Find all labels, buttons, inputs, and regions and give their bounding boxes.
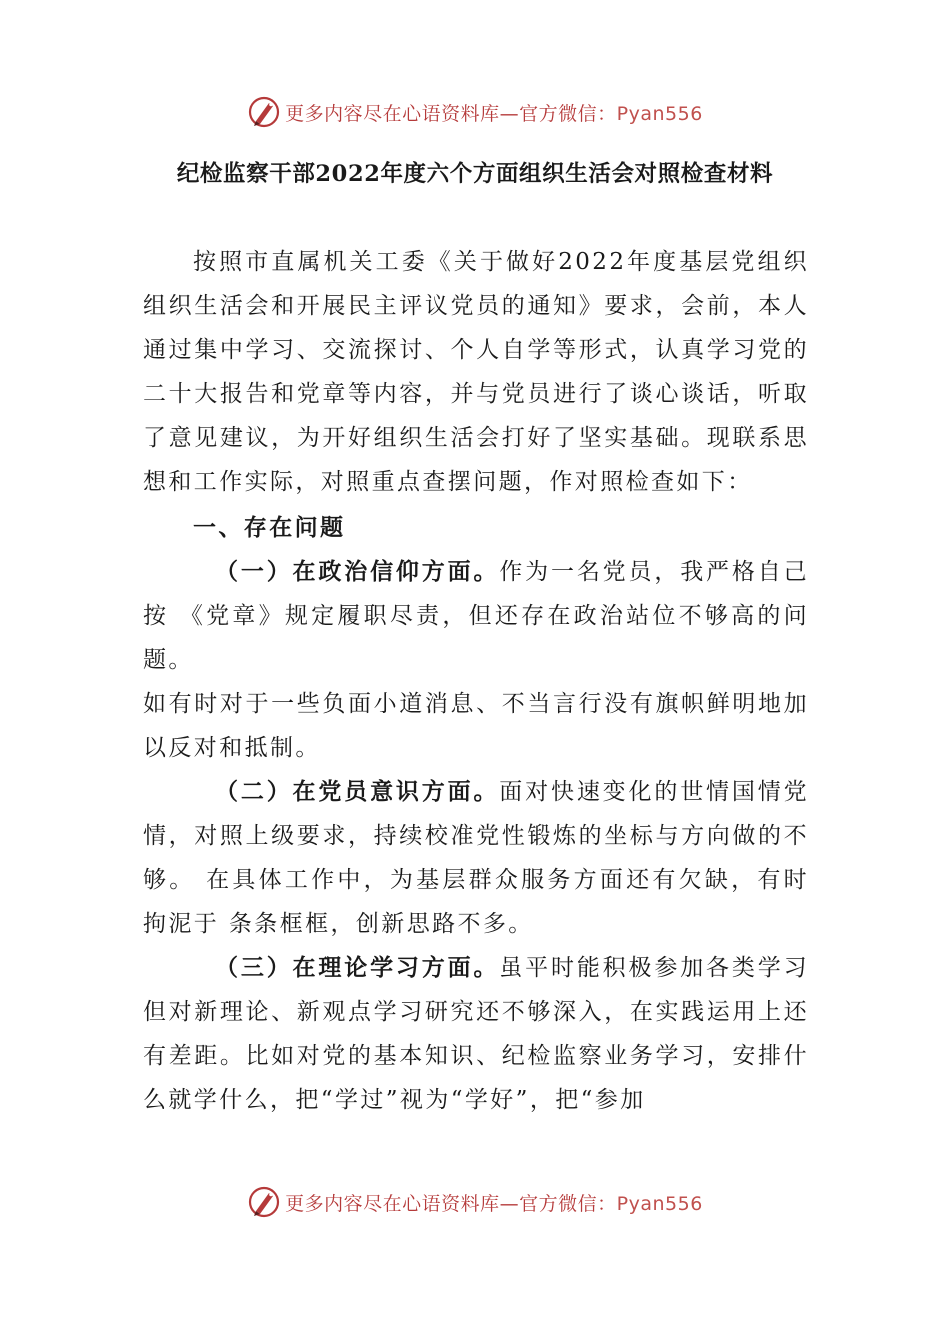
item3-lead: （三）在理论学习方面。 [215, 954, 500, 981]
item2-text: 面对快速变化的世情国情党情，对照上级要求，持续校准党性锻炼的坐标与方向做的不够。 在具体工作中，为基层群众服务方面还有欠缺，有时拘泥于 条条框框，创新思路不多。 [143, 779, 809, 937]
document-body [143, 240, 809, 1122]
section-heading: 一、存在问题 [193, 514, 346, 541]
item2-paragraph [143, 770, 809, 946]
page-title: 纪检监察干部2022年度六个方面组织生活会对照检查材料 [176, 161, 774, 187]
pen-logo-icon [247, 1185, 281, 1219]
item1-text: 作为一名党员，我严格自己按 《党章》规定履职尽责，但还存在政治站位不够高的问题。 [143, 559, 809, 673]
pen-logo-icon [247, 95, 281, 129]
watermark-id: Pyan556 [616, 102, 703, 125]
item3-text: 虽平时能积极参加各类学习 但对新理论、新观点学习研究还不够深入，在实践运用上还 有差距。比如对党的基本知识、纪检监察业务学习，安排什 么就学什么，把“学过”视为“学好”，把“参加 [143, 955, 809, 1113]
watermark-footer [0, 1182, 950, 1222]
watermark-text: 更多内容尽在心语资料库—官方微信：Pyan556 [285, 1192, 703, 1215]
item1-paragraph [143, 550, 809, 682]
watermark-header [0, 92, 950, 132]
item1-continuation: 如有时对于一些负面小道消息、不当言行没有旗帜鲜明地加以反对和抵制。 [143, 691, 809, 761]
item2-lead: （二）在党员意识方面。 [215, 778, 500, 805]
item1-lead: （一）在政治信仰方面。 [215, 558, 500, 585]
watermark-text: 更多内容尽在心语资料库—官方微信：Pyan556 [285, 102, 703, 125]
item3-paragraph [143, 946, 809, 1122]
intro-paragraph: 按照市直属机关工委《关于做好2022年度基层党组织组织生活会和开展民主评议党员的通知》要求，会前，本人通过集中学习、交流探讨、个人自学等形式，认真学习党的二十大报告和党章等内容，并与党员进行了谈心谈话，听取了意见建议，为开好组织生活会打好了坚实基础。现联系思想和工作实际，对照重点查摆问题，作对照检查如下： [143, 249, 809, 495]
watermark-id: Pyan556 [616, 1192, 703, 1215]
